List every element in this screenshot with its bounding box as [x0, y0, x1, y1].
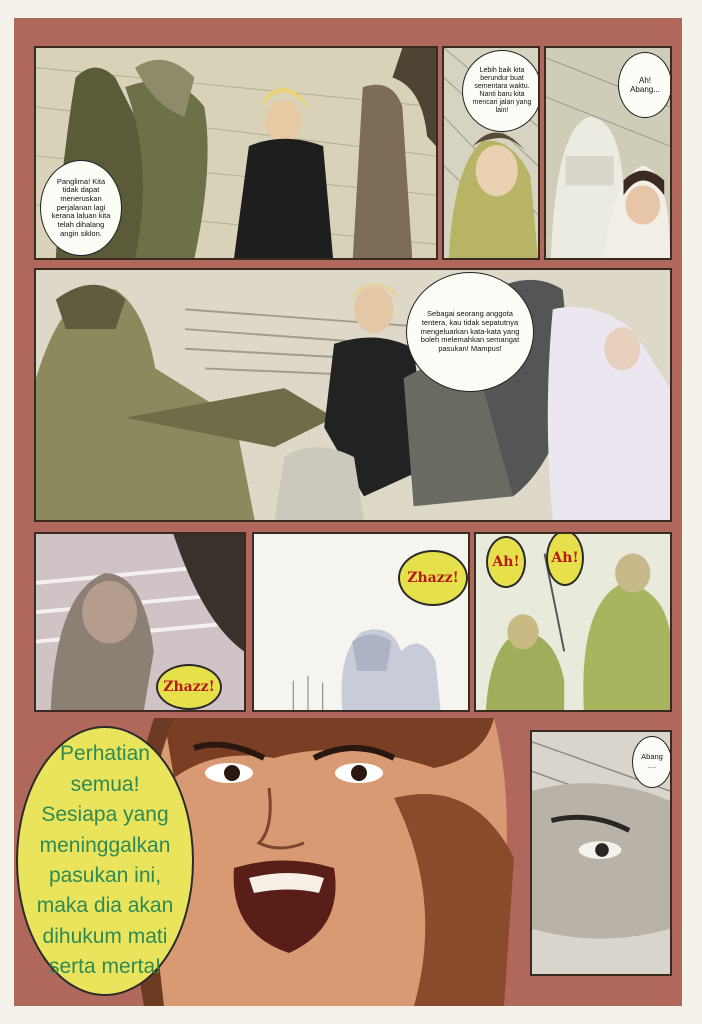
speech-bubble-2: [462, 50, 540, 132]
sfx-text-7b: Ah!: [551, 550, 579, 566]
panel-2: [442, 46, 540, 260]
speech-bubble-9: [632, 736, 672, 788]
sfx-text-7a: Ah!: [492, 554, 520, 570]
panel-7: [474, 532, 672, 712]
sfx-text-5: Zhazz!: [163, 679, 215, 695]
speech-text-4: Sebagai seorang anggota tentera, kau tidak sepatutnya mengeluarkan kata-kata yang boleh melemahkan semangat pasukan! Mampus!: [420, 309, 520, 353]
sfx-text-6: Zhazz!: [407, 570, 459, 586]
speech-text-9: Abang ....: [641, 752, 663, 770]
speech-text-1: Panglima! Kita tidak dapat meneruskan perjalanan lagi kerana laluan kita telah dihalang angin siklon.: [51, 176, 111, 238]
speech-text-2: Lebih baik kita berundur buat sementara waktu. Nanti baru kita mencari jalan yang lain!: [472, 66, 532, 115]
panel-8: [14, 718, 524, 1006]
panel-5: [34, 532, 246, 712]
panel-4-art: [36, 270, 670, 520]
shout-text-8: Perhatian semua! Sesiapa yang meninggalkan pasukan ini, maka dia akan dihukum mati serta merta!: [36, 742, 174, 979]
speech-text-3: Ah! Abang...: [630, 75, 660, 94]
panel-1: [34, 46, 438, 260]
sfx-bubble-7a: [486, 536, 526, 588]
panel-4: [34, 268, 672, 522]
sfx-bubble-5: [156, 664, 222, 710]
speech-bubble-3: [618, 52, 672, 118]
panel-3: [544, 46, 672, 260]
comic-page: [14, 18, 682, 1006]
shout-bubble-8: [16, 726, 194, 996]
speech-bubble-1: [40, 160, 122, 256]
sfx-bubble-7b: [546, 532, 584, 586]
speech-bubble-4: [406, 272, 534, 392]
panel-6: [252, 532, 470, 712]
panel-9: [530, 730, 672, 976]
sfx-bubble-6: [398, 550, 468, 606]
